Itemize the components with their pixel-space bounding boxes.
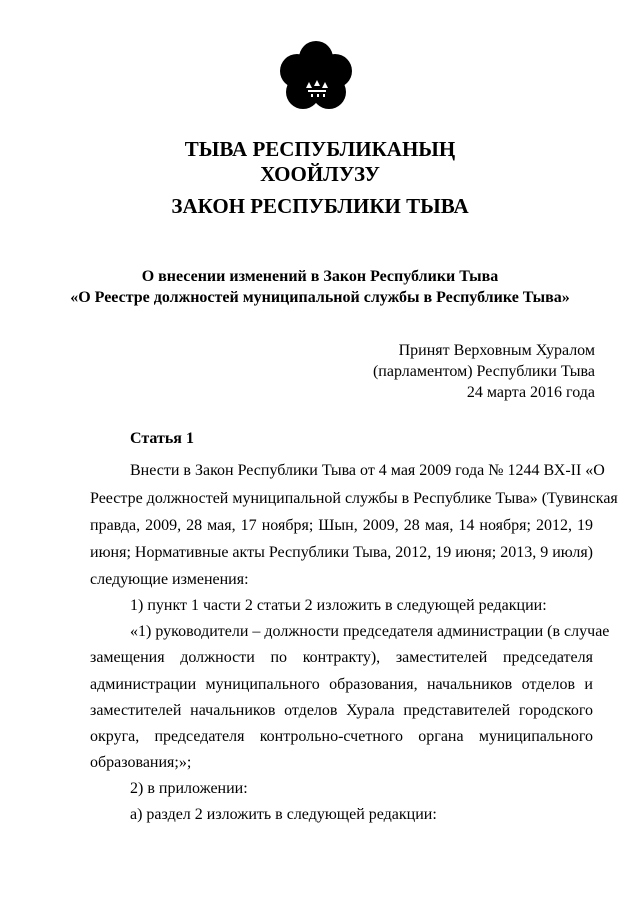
paragraph-1-line-4: июня; Нормативные акты Республики Тыва, 2012, 19 июня; 2013, 9 июля) [90, 544, 593, 561]
paragraph-1-line-2: Реестре должностей муниципальной службы в Республике Тыва» (Тувинская [90, 490, 618, 507]
republic-name-tuvan [0, 137, 640, 187]
republic-name-line1: ТЫВА РЕСПУБЛИКАНЫҢ [184, 137, 456, 161]
tuva-emblem-icon [276, 36, 356, 116]
article-heading: Статья 1 [130, 430, 194, 447]
quote-line-4: заместителей начальников отделов Хурала представителей городского [90, 702, 593, 719]
list-item-2a: а) раздел 2 изложить в следующей редакции: [130, 806, 437, 823]
adoption-date: 24 марта 2016 года [466, 384, 595, 401]
law-title-line1: О внесении изменений в Закон Республики Тыва [141, 268, 499, 285]
quote-line-6: образования;»; [90, 754, 192, 771]
quote-line-1: «1) руководители – должности председателя администрации (в случае [130, 623, 610, 640]
list-item-1: 1) пункт 1 части 2 статьи 2 изложить в следующей редакции: [130, 597, 547, 614]
list-item-2: 2) в приложении: [130, 780, 248, 797]
adoption-info [373, 340, 595, 403]
adoption-line2: (парламентом) Республики Тыва [372, 363, 595, 380]
law-title [0, 266, 640, 308]
paragraph-1-line-5: следующие изменения: [90, 571, 249, 588]
quote-line-3: администрации муниципального образования, начальников отделов и [90, 676, 593, 693]
paragraph-1-line-1: Внести в Закон Республики Тыва от 4 мая 2009 года № 1244 ВХ-II «О [130, 462, 605, 479]
republic-name-line2: ХООЙЛУЗУ [260, 162, 380, 186]
quote-line-5: округа, председателя контрольно-счетного органа муниципального [90, 728, 593, 745]
paragraph-1-line-3: правда, 2009, 28 мая, 17 ноября; Шын, 2009, 28 мая, 14 ноября; 2012, 19 [90, 517, 593, 534]
adoption-line1: Принят Верховным Хуралом [398, 342, 595, 359]
law-heading: ЗАКОН РЕСПУБЛИКИ ТЫВА [171, 194, 469, 218]
law-title-line2: «О Реестре должностей муниципальной службы в Республике Тыва» [70, 289, 570, 306]
quote-line-2: замещения должности по контракту), заместителей председателя [90, 649, 593, 666]
